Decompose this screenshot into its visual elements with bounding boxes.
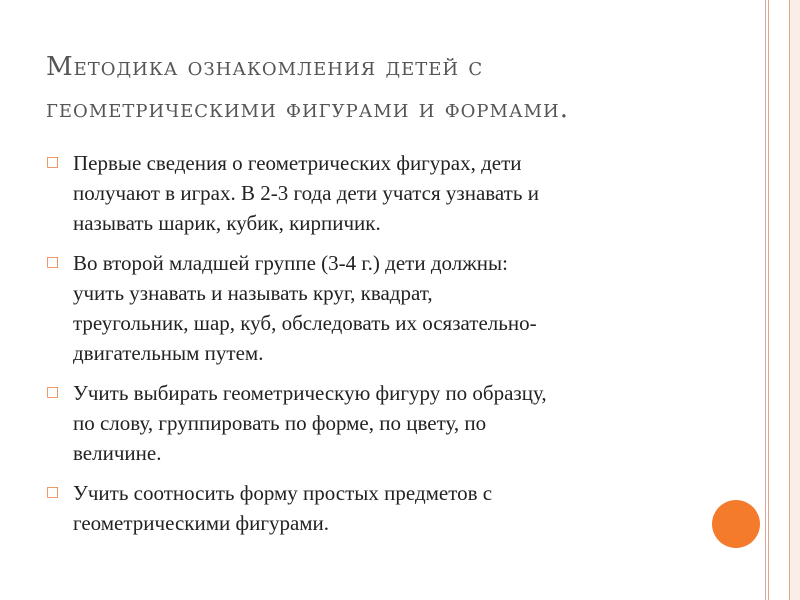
bullet-line: геометрическими фигурами. (73, 511, 330, 535)
bullet-text (73, 378, 706, 468)
bullet-line: треугольник, шар, куб, обследовать их осязательно- (73, 311, 537, 335)
slide-title-line: геометрическими фигурами и формами. (46, 94, 569, 124)
page-bullet-icon: □ (46, 254, 60, 270)
decorative-band (790, 0, 800, 600)
bullet-item (46, 378, 706, 468)
bullet-line: Учить выбирать геометрическую фигуру по образцу, (73, 381, 547, 405)
bullet-text (73, 248, 706, 368)
bullet-item (46, 478, 706, 538)
bullet-line: учить узнавать и называть круг, квадрат, (73, 281, 433, 305)
bullet-line: Первые сведения о геометрических фигурах, дети (73, 151, 522, 175)
bullet-item (46, 248, 706, 368)
bullet-line: Во второй младшей группе (3-4 г.) дети должны: (73, 251, 508, 275)
slide-title-line: Методика ознакомления детей с (46, 52, 484, 82)
decorative-line (789, 0, 790, 600)
bullet-line: величине. (73, 441, 162, 465)
page-bullet-icon: □ (46, 484, 60, 500)
bullet-line: по слову, группировать по форме, по цвету, по (73, 411, 487, 435)
page-bullet-icon: □ (46, 384, 60, 400)
decorative-line (765, 0, 766, 600)
decorative-orange-circle (712, 500, 760, 548)
bullet-line: двигательным путем. (73, 341, 264, 365)
bullet-item (46, 148, 706, 238)
bullet-line: получают в играх. В 2-3 года дети учатся узнавать и (73, 181, 539, 205)
bullet-list (46, 148, 706, 548)
bullet-line: называть шарик, кубик, кирпичик. (73, 211, 381, 235)
slide-title (46, 46, 746, 130)
page-bullet-icon: □ (46, 154, 60, 170)
bullet-text (73, 478, 706, 538)
bullet-line: Учить соотносить форму простых предметов с (73, 481, 493, 505)
decorative-line (768, 0, 769, 600)
bullet-text (73, 148, 706, 238)
